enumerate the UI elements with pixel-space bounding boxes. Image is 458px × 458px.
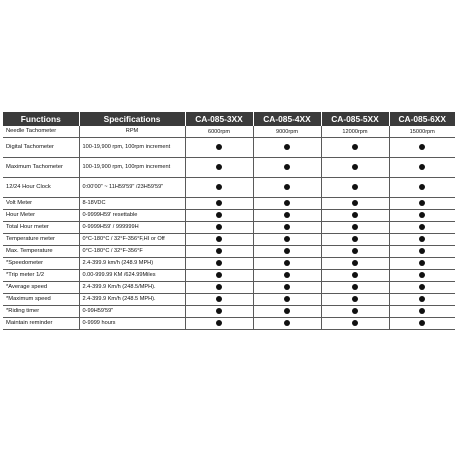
included-dot-icon [284, 296, 290, 302]
feature-cell [253, 198, 321, 210]
feature-cell [185, 138, 253, 158]
spec-cell: 0:00'00" ~ 11H59'59" /23H59'59" [79, 178, 185, 198]
feature-cell [253, 282, 321, 294]
function-cell: Maintain reminder [3, 318, 79, 330]
feature-cell [185, 210, 253, 222]
feature-cell [321, 178, 389, 198]
function-cell: Volt Meter [3, 198, 79, 210]
included-dot-icon [284, 184, 290, 190]
included-dot-icon [352, 260, 358, 266]
included-dot-icon [284, 224, 290, 230]
feature-cell [253, 138, 321, 158]
header-model-3xx: CA-085-3XX [185, 112, 253, 126]
included-dot-icon [216, 284, 222, 290]
included-dot-icon [216, 248, 222, 254]
feature-cell [253, 178, 321, 198]
feature-cell [321, 270, 389, 282]
table-row [3, 198, 455, 210]
feature-cell [389, 234, 455, 246]
rpm-cell: 15000rpm [389, 126, 455, 138]
feature-cell [321, 258, 389, 270]
function-cell: *Riding timer [3, 306, 79, 318]
spec-cell: 2.4-399.9 Km/h (248.5/MPH). [79, 282, 185, 294]
feature-cell [389, 258, 455, 270]
feature-cell [321, 246, 389, 258]
function-cell: Max. Temperature [3, 246, 79, 258]
function-cell: Hour Meter [3, 210, 79, 222]
included-dot-icon [352, 164, 358, 170]
table-row [3, 126, 455, 138]
feature-cell [389, 138, 455, 158]
included-dot-icon [216, 296, 222, 302]
table-body [3, 126, 455, 330]
spec-cell: 0.00-999.99 KM /624.99Miles [79, 270, 185, 282]
header-model-6xx: CA-085-6XX [389, 112, 455, 126]
spec-cell: 0°C-180°C / 32°F-356°F [79, 246, 185, 258]
table-row [3, 138, 455, 158]
header-model-5xx: CA-085-5XX [321, 112, 389, 126]
feature-cell [321, 210, 389, 222]
function-cell: *Maximum speed [3, 294, 79, 306]
spec-table [3, 112, 455, 330]
included-dot-icon [216, 212, 222, 218]
spec-cell: 8-18VDC [79, 198, 185, 210]
included-dot-icon [419, 224, 425, 230]
feature-cell [389, 246, 455, 258]
table-row [3, 178, 455, 198]
included-dot-icon [284, 308, 290, 314]
included-dot-icon [419, 320, 425, 326]
included-dot-icon [419, 272, 425, 278]
included-dot-icon [216, 260, 222, 266]
table-row [3, 258, 455, 270]
included-dot-icon [352, 248, 358, 254]
feature-cell [253, 234, 321, 246]
included-dot-icon [352, 144, 358, 150]
feature-cell [185, 234, 253, 246]
feature-cell [321, 306, 389, 318]
included-dot-icon [419, 200, 425, 206]
feature-cell [321, 222, 389, 234]
included-dot-icon [284, 320, 290, 326]
included-dot-icon [284, 236, 290, 242]
feature-cell [389, 306, 455, 318]
included-dot-icon [216, 224, 222, 230]
included-dot-icon [352, 296, 358, 302]
included-dot-icon [216, 184, 222, 190]
included-dot-icon [419, 144, 425, 150]
spec-cell: 0-9999 hours [79, 318, 185, 330]
table-row [3, 210, 455, 222]
function-cell: Total Hour meter [3, 222, 79, 234]
rpm-cell: 12000rpm [321, 126, 389, 138]
header-row [3, 112, 455, 126]
table-row [3, 270, 455, 282]
included-dot-icon [352, 236, 358, 242]
spec-table-wrap [3, 112, 455, 330]
included-dot-icon [419, 248, 425, 254]
included-dot-icon [216, 200, 222, 206]
included-dot-icon [419, 184, 425, 190]
feature-cell [321, 138, 389, 158]
included-dot-icon [419, 308, 425, 314]
feature-cell [253, 222, 321, 234]
spec-cell: 0°C-180°C / 32°F-356°F,HI or Off [79, 234, 185, 246]
feature-cell [185, 282, 253, 294]
feature-cell [185, 198, 253, 210]
feature-cell [253, 306, 321, 318]
included-dot-icon [352, 224, 358, 230]
included-dot-icon [216, 272, 222, 278]
table-row [3, 318, 455, 330]
table-row [3, 158, 455, 178]
spec-cell: 0-9999H59' resettable [79, 210, 185, 222]
feature-cell [185, 318, 253, 330]
included-dot-icon [216, 320, 222, 326]
feature-cell [253, 158, 321, 178]
table-row [3, 306, 455, 318]
table-row [3, 294, 455, 306]
feature-cell [389, 198, 455, 210]
included-dot-icon [352, 308, 358, 314]
feature-cell [253, 210, 321, 222]
included-dot-icon [352, 272, 358, 278]
feature-cell [321, 234, 389, 246]
included-dot-icon [419, 284, 425, 290]
included-dot-icon [284, 200, 290, 206]
spec-cell: 100-19,900 rpm, 100rpm increment [79, 138, 185, 158]
feature-cell [185, 178, 253, 198]
feature-cell [389, 210, 455, 222]
table-row [3, 222, 455, 234]
function-cell: *Trip meter 1/2 [3, 270, 79, 282]
function-cell: 12/24 Hour Clock [3, 178, 79, 198]
function-cell: Needle Tachometer [3, 126, 79, 138]
rpm-cell: 9000rpm [253, 126, 321, 138]
included-dot-icon [419, 212, 425, 218]
included-dot-icon [284, 260, 290, 266]
included-dot-icon [419, 164, 425, 170]
function-cell: *Average speed [3, 282, 79, 294]
included-dot-icon [352, 320, 358, 326]
included-dot-icon [284, 144, 290, 150]
included-dot-icon [216, 308, 222, 314]
feature-cell [389, 282, 455, 294]
feature-cell [321, 282, 389, 294]
included-dot-icon [284, 248, 290, 254]
included-dot-icon [284, 272, 290, 278]
included-dot-icon [419, 296, 425, 302]
feature-cell [253, 270, 321, 282]
table-row [3, 234, 455, 246]
feature-cell [389, 178, 455, 198]
included-dot-icon [419, 260, 425, 266]
feature-cell [185, 306, 253, 318]
feature-cell [321, 198, 389, 210]
included-dot-icon [352, 212, 358, 218]
feature-cell [389, 294, 455, 306]
feature-cell [389, 158, 455, 178]
included-dot-icon [419, 236, 425, 242]
feature-cell [253, 318, 321, 330]
feature-cell [321, 294, 389, 306]
included-dot-icon [352, 284, 358, 290]
feature-cell [185, 294, 253, 306]
feature-cell [389, 318, 455, 330]
table-row [3, 282, 455, 294]
included-dot-icon [284, 284, 290, 290]
function-cell: Temperature meter [3, 234, 79, 246]
spec-cell: 100-19,900 rpm, 100rpm increment [79, 158, 185, 178]
spec-cell: 2.4-399.9 km/h (248.9 MPH) [79, 258, 185, 270]
spec-cell: 0-99H59'59" [79, 306, 185, 318]
included-dot-icon [284, 164, 290, 170]
feature-cell [321, 318, 389, 330]
function-cell: Maximum Tachometer [3, 158, 79, 178]
included-dot-icon [352, 184, 358, 190]
feature-cell [389, 270, 455, 282]
feature-cell [253, 258, 321, 270]
feature-cell [185, 246, 253, 258]
included-dot-icon [216, 236, 222, 242]
feature-cell [321, 158, 389, 178]
included-dot-icon [216, 144, 222, 150]
header-functions: Functions [3, 112, 79, 126]
feature-cell [253, 294, 321, 306]
feature-cell [253, 246, 321, 258]
included-dot-icon [352, 200, 358, 206]
spec-cell: 0-9999H59' / 999999H [79, 222, 185, 234]
included-dot-icon [284, 212, 290, 218]
rpm-cell: 6000rpm [185, 126, 253, 138]
function-cell: *Speedometer [3, 258, 79, 270]
feature-cell [389, 222, 455, 234]
feature-cell [185, 222, 253, 234]
spec-cell: RPM [79, 126, 185, 138]
spec-cell: 2.4-399.9 Km/h (248.5 MPH). [79, 294, 185, 306]
table-row [3, 246, 455, 258]
header-model-4xx: CA-085-4XX [253, 112, 321, 126]
header-specifications: Specifications [79, 112, 185, 126]
function-cell: Digital Tachometer [3, 138, 79, 158]
feature-cell [185, 258, 253, 270]
feature-cell [185, 158, 253, 178]
feature-cell [185, 270, 253, 282]
included-dot-icon [216, 164, 222, 170]
